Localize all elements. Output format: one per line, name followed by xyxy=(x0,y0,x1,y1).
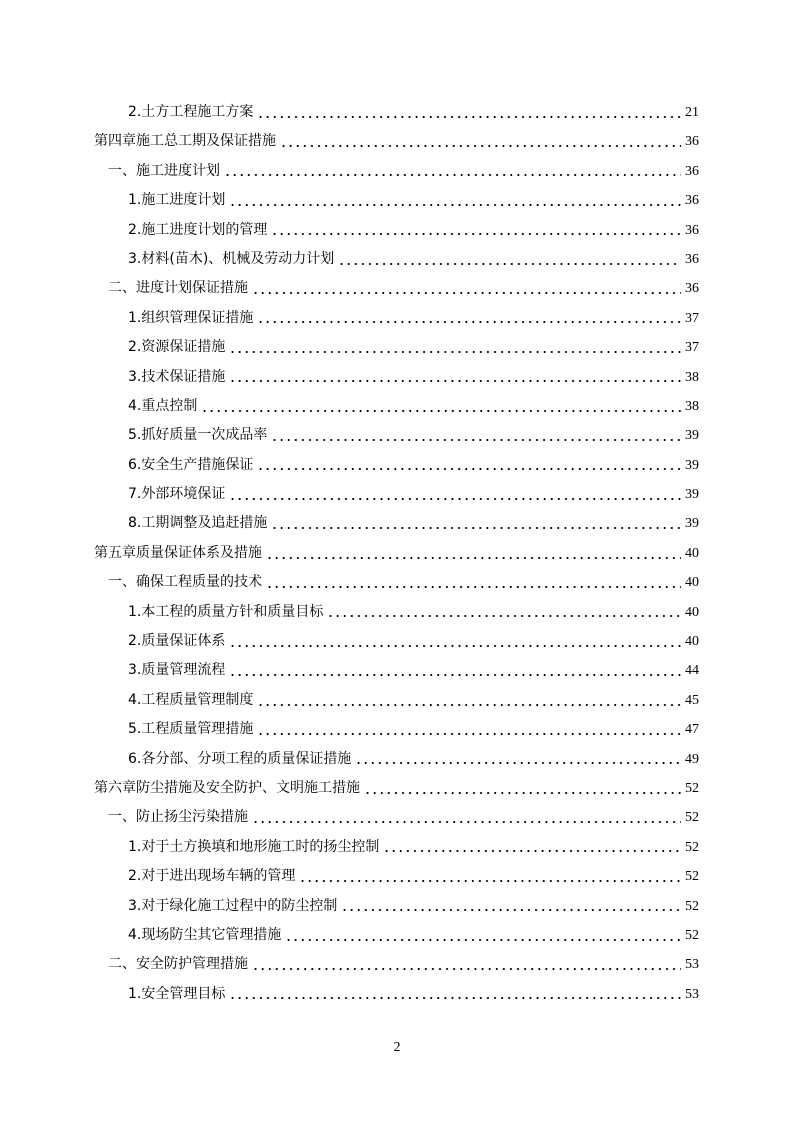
dot-leader xyxy=(383,840,681,854)
toc-entry-page: 39 xyxy=(685,428,699,444)
dot-leader xyxy=(229,635,681,649)
toc-entry[interactable] xyxy=(94,392,699,421)
toc-entry-page: 52 xyxy=(685,839,699,855)
toc-entry-title: 2.质量保证体系 xyxy=(128,633,226,650)
toc-entry-page: 37 xyxy=(685,310,699,326)
toc-entry-title: 6.安全生产措施保证 xyxy=(128,456,254,473)
dot-leader xyxy=(229,664,681,678)
dot-leader xyxy=(229,488,681,502)
toc-entry-page: 52 xyxy=(685,810,699,826)
toc-entry-title: 1.安全管理目标 xyxy=(128,985,226,1002)
toc-entry-page: 36 xyxy=(685,163,699,179)
toc-entry-title: 3.技术保证措施 xyxy=(128,368,226,385)
dot-leader xyxy=(271,429,681,443)
toc-entry[interactable] xyxy=(94,803,699,832)
toc-entry-title: 二、安全防护管理措施 xyxy=(108,956,248,973)
toc-entry[interactable] xyxy=(94,157,699,186)
dot-leader xyxy=(257,311,681,325)
toc-entry-page: 21 xyxy=(685,105,699,120)
dot-leader xyxy=(341,899,681,913)
toc-entry-page: 47 xyxy=(685,722,699,738)
toc-entry-page: 53 xyxy=(685,957,699,973)
dot-leader xyxy=(266,547,681,561)
dot-leader xyxy=(252,958,681,972)
toc-entry-page: 38 xyxy=(685,369,699,385)
toc-entry-title: 3.材料(苗木)、机械及劳动力计划 xyxy=(128,250,335,267)
toc-entry-title: 2.对于进出现场车辆的管理 xyxy=(128,868,296,885)
toc-entry-page: 36 xyxy=(685,134,699,150)
toc-entry-page: 52 xyxy=(685,898,699,914)
dot-leader xyxy=(364,782,681,796)
dot-leader xyxy=(252,282,681,296)
toc-entry[interactable] xyxy=(94,333,699,362)
toc-entry-title: 二、进度计划保证措施 xyxy=(108,280,248,297)
dot-leader xyxy=(201,400,681,414)
toc-entry[interactable] xyxy=(94,892,699,921)
toc-entry-title: 一、防止扬尘污染措施 xyxy=(108,809,248,826)
dot-leader xyxy=(229,341,681,355)
dot-leader xyxy=(271,517,681,531)
toc-entry[interactable] xyxy=(94,539,699,568)
toc-entry-title: 4.现场防尘其它管理措施 xyxy=(128,926,282,943)
toc-entry-page: 52 xyxy=(685,780,699,796)
dot-leader xyxy=(257,458,681,472)
toc-entry-page: 44 xyxy=(685,663,699,679)
toc-entry[interactable] xyxy=(94,980,699,1009)
toc-entry-page: 36 xyxy=(685,222,699,238)
dot-leader xyxy=(271,223,681,237)
toc-entry[interactable] xyxy=(94,363,699,392)
toc-entry-title: 1.本工程的质量方针和质量目标 xyxy=(128,603,324,620)
toc-entry[interactable] xyxy=(94,509,699,538)
toc-entry[interactable] xyxy=(94,274,699,303)
toc-entry-title: 1.对于土方换填和地形施工时的扬尘控制 xyxy=(128,838,380,855)
toc-entry[interactable] xyxy=(94,862,699,891)
dot-leader xyxy=(229,987,681,1001)
toc-entry-title: 第四章施工总工期及保证措施 xyxy=(94,133,276,150)
toc-entry[interactable] xyxy=(94,127,699,156)
toc-entry[interactable] xyxy=(94,568,699,597)
toc-entry-title: 3.质量管理流程 xyxy=(128,662,226,679)
toc-entry-page: 36 xyxy=(685,281,699,297)
toc-entry-page: 36 xyxy=(685,251,699,267)
toc-entry-title: 2.施工进度计划的管理 xyxy=(128,221,268,238)
toc-entry-title: 5.抓好质量一次成品率 xyxy=(128,427,268,444)
toc-entry-title: 5.工程质量管理措施 xyxy=(128,721,254,738)
dot-leader xyxy=(229,194,681,208)
toc-entry-title: 第六章防尘措施及安全防护、文明施工措施 xyxy=(94,779,360,796)
toc-entry[interactable] xyxy=(94,950,699,979)
toc-entry[interactable] xyxy=(94,833,699,862)
toc-entry-title: 6.各分部、分项工程的质量保证措施 xyxy=(128,750,352,767)
toc-entry[interactable] xyxy=(94,686,699,715)
toc-entry-page: 40 xyxy=(685,575,699,591)
dot-leader xyxy=(257,694,681,708)
toc-entry-page: 36 xyxy=(685,193,699,209)
toc-entry-page: 49 xyxy=(685,751,699,767)
toc-entry-page: 39 xyxy=(685,487,699,503)
dot-leader xyxy=(224,164,681,178)
toc-entry-title: 4.重点控制 xyxy=(128,397,198,414)
toc-entry[interactable] xyxy=(94,186,699,215)
toc-entry-title: 8.工期调整及追赶措施 xyxy=(128,515,268,532)
toc-entry-page: 40 xyxy=(685,604,699,620)
toc-entry[interactable] xyxy=(94,745,699,774)
toc-entry-title: 7.外部环境保证 xyxy=(128,486,226,503)
dot-leader xyxy=(355,752,681,766)
toc-entry[interactable] xyxy=(94,216,699,245)
toc-entry-title: 4.工程质量管理制度 xyxy=(128,691,254,708)
dot-leader xyxy=(252,811,681,825)
toc-entry[interactable] xyxy=(94,245,699,274)
toc-entry-title: 一、施工进度计划 xyxy=(108,162,220,179)
toc-entry-title: 1.施工进度计划 xyxy=(128,192,226,209)
table-of-contents xyxy=(94,98,699,1009)
toc-entry[interactable] xyxy=(94,598,699,627)
dot-leader xyxy=(299,870,681,884)
toc-entry[interactable] xyxy=(94,715,699,744)
dot-leader xyxy=(327,605,681,619)
dot-leader xyxy=(280,135,681,149)
toc-entry-title: 一、确保工程质量的技术 xyxy=(108,574,262,591)
toc-entry-page: 39 xyxy=(685,457,699,473)
dot-leader xyxy=(229,370,681,384)
toc-entry-title: 第五章质量保证体系及措施 xyxy=(94,544,262,561)
toc-entry-page: 52 xyxy=(685,869,699,885)
toc-entry[interactable] xyxy=(94,451,699,480)
toc-entry-title: 2.资源保证措施 xyxy=(128,339,226,356)
toc-entry[interactable] xyxy=(94,656,699,685)
dot-leader xyxy=(257,106,681,120)
toc-entry[interactable] xyxy=(94,627,699,656)
toc-entry-title: 1.组织管理保证措施 xyxy=(128,309,254,326)
toc-entry-page: 52 xyxy=(685,927,699,943)
toc-entry[interactable] xyxy=(94,921,699,950)
toc-entry-page: 37 xyxy=(685,340,699,356)
toc-entry[interactable] xyxy=(94,98,699,127)
toc-entry[interactable] xyxy=(94,304,699,333)
toc-entry-title: 2.土方工程施工方案 xyxy=(128,104,254,120)
toc-entry[interactable] xyxy=(94,480,699,509)
dot-leader xyxy=(257,723,681,737)
toc-entry-title: 3.对于绿化施工过程中的防尘控制 xyxy=(128,897,338,914)
dot-leader xyxy=(338,253,681,267)
dot-leader xyxy=(285,929,681,943)
dot-leader xyxy=(266,576,681,590)
toc-entry-page: 53 xyxy=(685,986,699,1002)
toc-entry[interactable] xyxy=(94,774,699,803)
toc-entry-page: 39 xyxy=(685,516,699,532)
toc-entry-page: 40 xyxy=(685,545,699,561)
toc-entry-page: 40 xyxy=(685,634,699,650)
page-number: 2 xyxy=(393,1040,401,1055)
toc-entry-page: 45 xyxy=(685,692,699,708)
toc-entry-page: 38 xyxy=(685,398,699,414)
toc-entry[interactable] xyxy=(94,421,699,450)
